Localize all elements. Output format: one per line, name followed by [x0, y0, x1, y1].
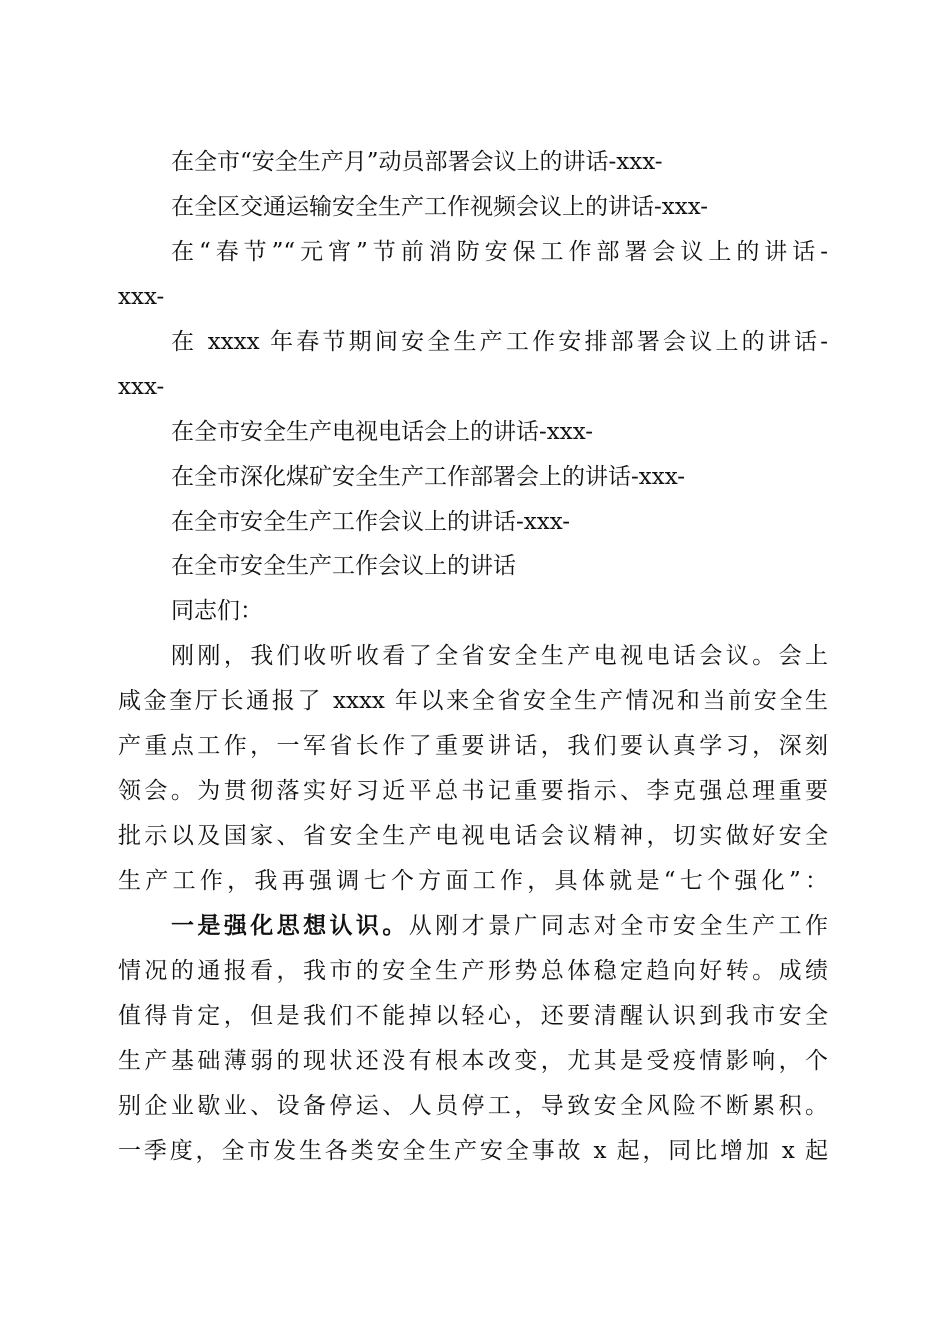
paragraph1-line-6: 生产工作，我再强调七个方面工作，具体就是“七个强化”： [118, 868, 828, 894]
title-line-6: 在全市深化煤矿安全生产工作部署会上的讲话-xxx- [171, 464, 686, 490]
salutation: 同志们： [171, 598, 263, 624]
title-line-7: 在全市安全生产工作会议上的讲话-xxx- [171, 509, 571, 535]
paragraph2-first-text: 从刚才景广同志对全市安全生产工作 [408, 913, 829, 939]
paragraph1-line-3: 产重点工作，一军省长作了重要讲话，我们要认真学习，深刻 [118, 733, 828, 759]
paragraph2-line-6: 一季度，全市发生各类安全生产安全事故 x 起，同比增加 x 起 [118, 1138, 828, 1164]
title-line-4: 在 xxxx 年春节期间安全生产工作安排部署会议上的讲话- [171, 329, 828, 355]
paragraph2-line-1 [171, 911, 828, 941]
paragraph2-line-3: 值得肯定，但是我们不能掉以轻心，还要清醒认识到我市安全 [118, 1003, 828, 1029]
title-line-3: 在“春节”“元宵”节前消防安保工作部署会议上的讲话- [171, 239, 828, 265]
paragraph2-line-5: 别企业歇业、设备停运、人员停工，导致安全风险不断累积。 [118, 1093, 828, 1119]
title-line-2: 在全区交通运输安全生产工作视频会议上的讲话-xxx- [171, 194, 709, 220]
title-line-1: 在全市“安全生产月”动员部署会议上的讲话-xxx- [171, 149, 663, 175]
title-line-5: 在全市安全生产电视电话会上的讲话-xxx- [171, 419, 594, 445]
paragraph1-line-2: 咸金奎厅长通报了 xxxx 年以来全省安全生产情况和当前安全生 [118, 688, 828, 714]
paragraph1-line-5: 批示以及国家、省安全生产电视电话会议精神，切实做好安全 [118, 823, 828, 849]
title-line-3-continued: xxx- [118, 284, 165, 310]
paragraph2-line-2: 情况的通报看，我市的安全生产形势总体稳定趋向好转。成绩 [118, 958, 828, 984]
speech-title: 在全市安全生产工作会议上的讲话 [171, 553, 516, 579]
paragraph1-line-1: 刚刚，我们收听收看了全省安全生产电视电话会议。会上 [171, 643, 828, 669]
paragraph2-line-4: 生产基础薄弱的现状还没有根本改变，尤其是受疫情影响，个 [118, 1048, 828, 1074]
title-line-4-continued: xxx- [118, 374, 165, 400]
paragraph2-heading: 一是强化思想认识。 [171, 912, 409, 939]
paragraph1-line-4: 领会。为贯彻落实好习近平总书记重要指示、李克强总理重要 [118, 778, 828, 804]
